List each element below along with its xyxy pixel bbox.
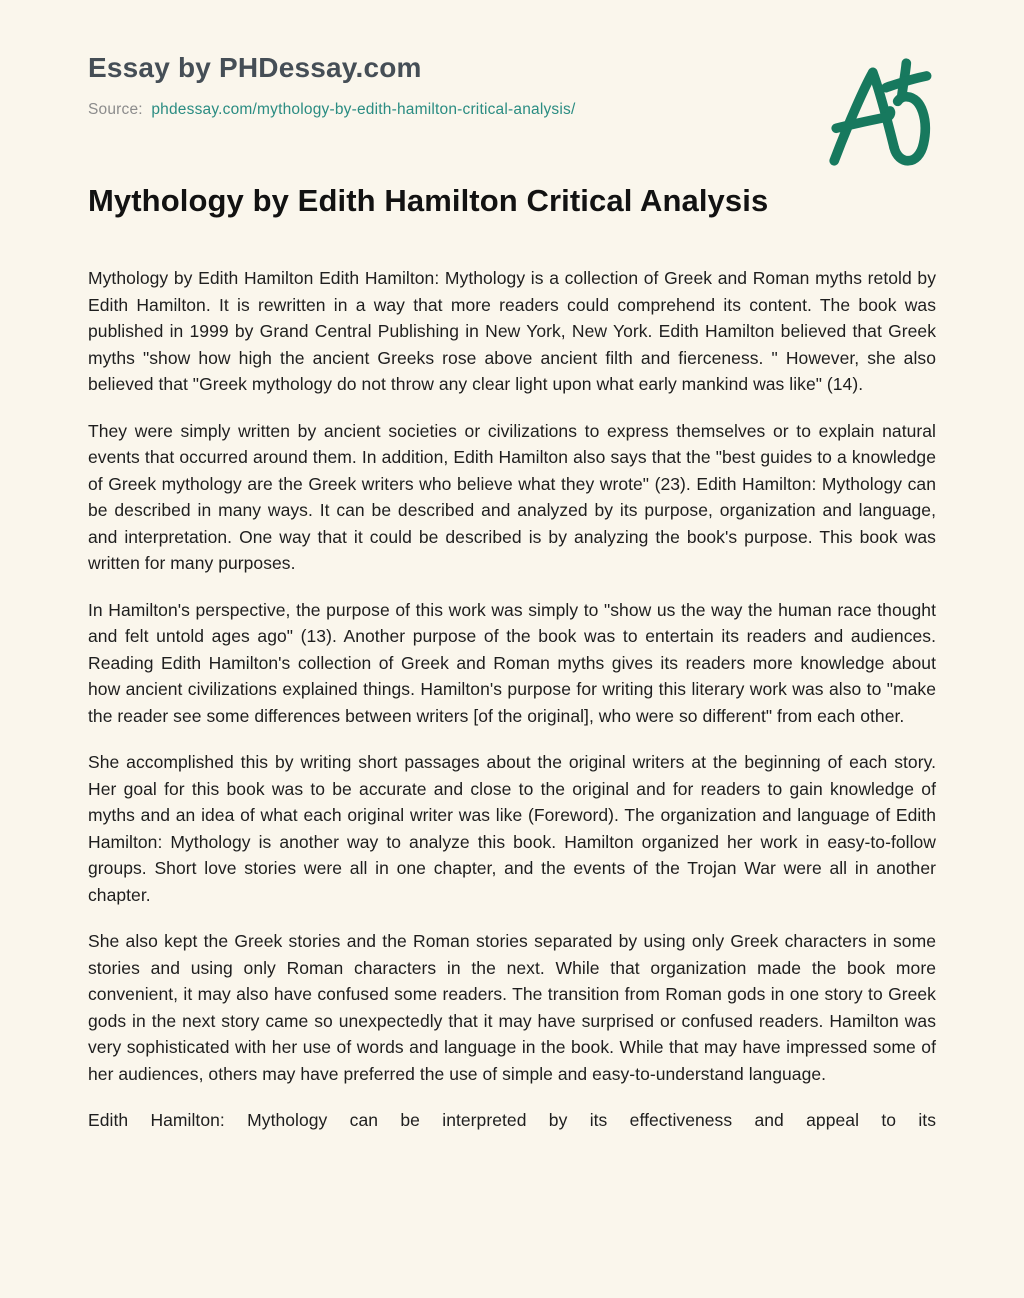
source-line bbox=[88, 101, 936, 119]
essay-body bbox=[88, 265, 936, 1134]
essay-paragraph-6: Edith Hamilton: Mythology can be interpreted by its effectiveness and appeal to its bbox=[88, 1110, 936, 1130]
essay-paragraph-3: In Hamilton's perspective, the purpose of this work was simply to "show us the way the human race thought and felt untold ages ago" (13). Another purpose of the book was to entertain its readers and audiences. Reading Edith Hamilton's collection of Greek and Roman myths gives its readers more knowledge about how ancient civilizations explained things. Hamilton's purpose for writing this literary work was also to "make the reader see some differences between writers [of the original], who were so different" from each other. bbox=[88, 599, 936, 726]
a-plus-grade-icon bbox=[820, 46, 952, 178]
essay-paragraph-5: She also kept the Greek stories and the Roman stories separated by using only Greek characters in some stories and using only Roman characters in the next. While that organization made the book more convenient, it may also have confused some readers. The transition from Roman gods in one story to Greek gods in the next story came so unexpectedly that it may have surprised or confused readers. Hamilton was very sophisticated with her use of words and language in the book. While that may have impressed some of her audiences, others may have preferred the use of simple and easy-to-understand language. bbox=[88, 931, 936, 1084]
header bbox=[88, 52, 936, 119]
essay-paragraph-2: They were simply written by ancient societies or civilizations to express themselves or to explain natural events that occurred around them. In addition, Edith Hamilton also says that the "best guides to a knowledge of Greek mythology are the Greek writers who believe what they wrote" (23). Edith Hamilton: Mythology can be described in many ways. It can be described and analyzed by its purpose, organization and language, and interpretation. One way that it could be described is by analyzing the book's purpose. This book was written for many purposes. bbox=[88, 420, 936, 573]
article-title: Mythology by Edith Hamilton Critical Analysis bbox=[88, 183, 769, 218]
essay-paragraph-1: Mythology by Edith Hamilton Edith Hamilton: Mythology is a collection of Greek and Roman myths retold by Edith Hamilton. It is rewritten in a way that more readers could comprehend its content. The book was published in 1999 by Grand Central Publishing in New York, New York. Edith Hamilton believed that Greek myths "show how high the ancient Greeks rose above ancient filth and fierceness. " However, she also believed that "Greek mythology do not throw any clear light upon what early mankind was like" (14). bbox=[88, 268, 936, 394]
site-title: Essay by PHDessay.com bbox=[88, 52, 422, 83]
source-link[interactable]: phdessay.com/mythology-by-edith-hamilton-critical-analysis/ bbox=[151, 101, 576, 118]
source-label: Source: bbox=[88, 101, 143, 118]
essay-paragraph-4: She accomplished this by writing short passages about the original writers at the beginning of each story. Her goal for this book was to be accurate and close to the original and for readers to gain knowledge of myths and an idea of what each original writer was like (Foreword). The organization and language of Edith Hamilton: Mythology is another way to analyze this book. Hamilton organized her work in easy-to-follow groups. Short love stories were all in one chapter, and the events of the Trojan War were all in another chapter. bbox=[88, 752, 936, 905]
